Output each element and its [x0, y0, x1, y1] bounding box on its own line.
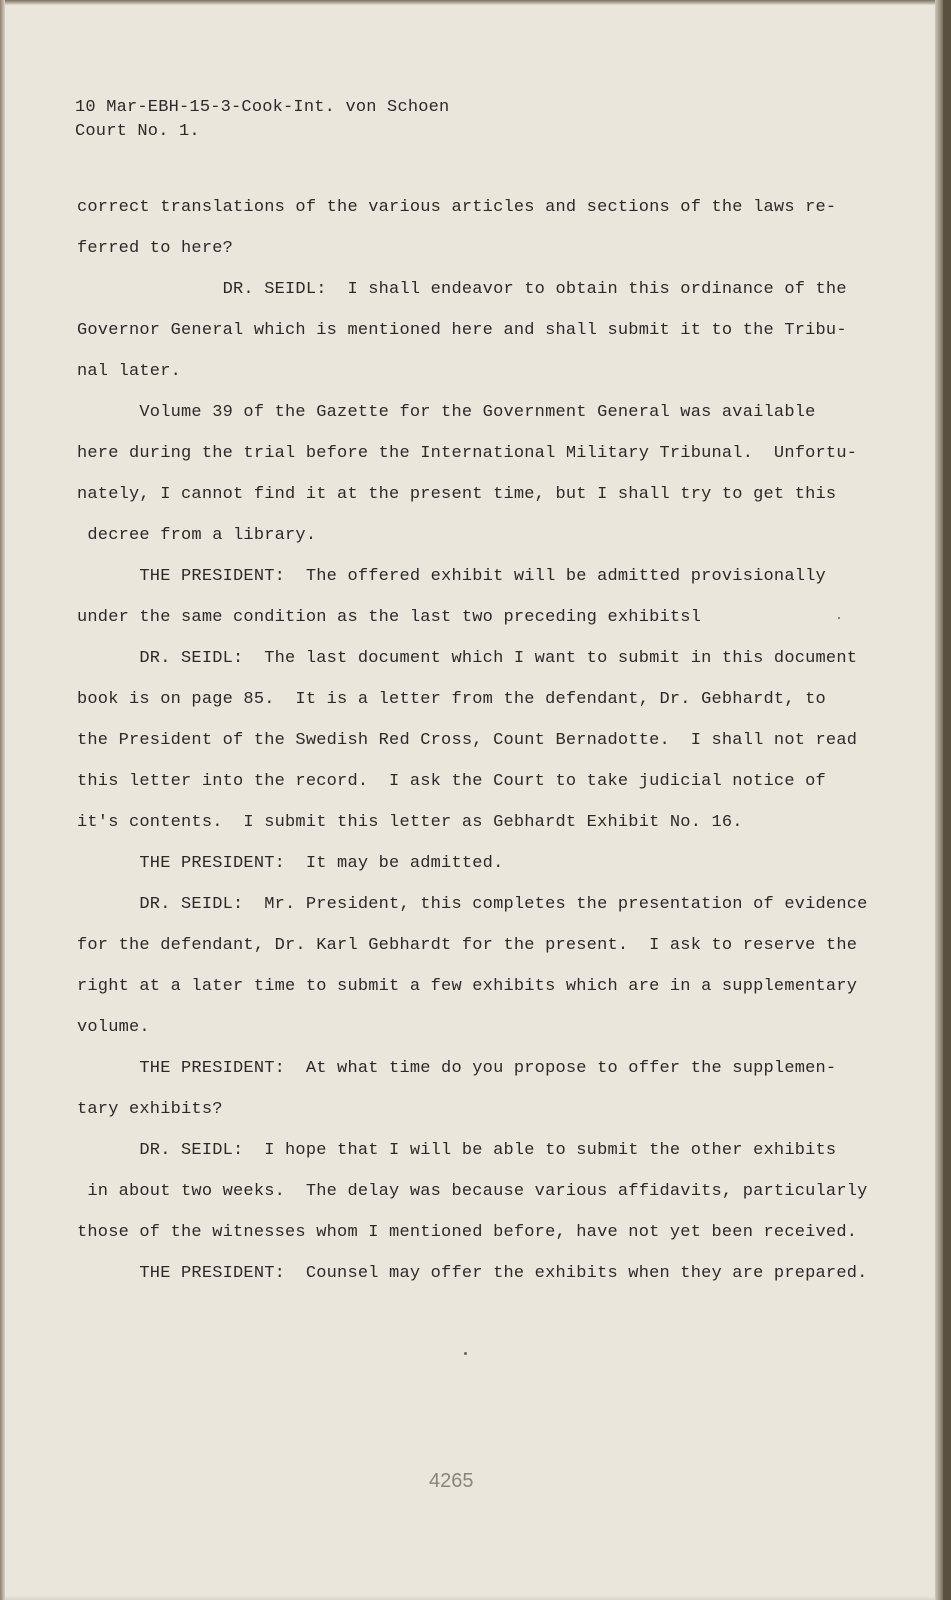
body-line: THE PRESIDENT: The offered exhibit will be admitted provisionally [77, 567, 826, 586]
body-line: tary exhibits? [77, 1100, 223, 1119]
transcript-body [77, 196, 867, 1303]
page-left-edge [0, 0, 5, 1600]
body-line: DR. SEIDL: Mr. President, this completes the presentation of evidence [77, 895, 868, 914]
header-court-line: Court No. 1. [75, 122, 200, 141]
body-line: Governor General which is mentioned here and shall submit it to the Tribu- [77, 321, 847, 340]
transcript-header [75, 96, 449, 144]
body-line: nal later. [77, 362, 182, 381]
body-line: Volume 39 of the Gazette for the Government General was available [77, 403, 816, 422]
body-line: under the same condition as the last two preceding exhibitsl [77, 608, 702, 627]
body-line: in about two weeks. The delay was because various affidavits, particularly [77, 1182, 868, 1201]
body-line: THE PRESIDENT: Counsel may offer the exhibits when they are prepared. [77, 1264, 868, 1283]
page-top-edge [0, 0, 943, 5]
paper-speck [838, 617, 840, 619]
body-line: the President of the Swedish Red Cross, Count Bernadotte. I shall not read [77, 731, 858, 750]
body-line: DR. SEIDL: The last document which I want to submit in this document [77, 649, 858, 668]
body-line: ferred to here? [77, 239, 234, 258]
body-line: those of the witnesses whom I mentioned before, have not yet been received. [77, 1223, 858, 1242]
body-line: DR. SEIDL: I shall endeavor to obtain this ordinance of the [77, 280, 847, 299]
page-number: 4265 [429, 1470, 474, 1492]
body-line: correct translations of the various articles and sections of the laws re- [77, 198, 837, 217]
body-line: nately, I cannot find it at the present time, but I shall try to get this [77, 485, 837, 504]
body-line: right at a later time to submit a few exhibits which are in a supplementary [77, 977, 858, 996]
body-line: decree from a library. [77, 526, 317, 545]
body-line: it's contents. I submit this letter as Gebhardt Exhibit No. 16. [77, 813, 743, 832]
page-right-edge [935, 0, 943, 1600]
body-line: this letter into the record. I ask the Court to take judicial notice of [77, 772, 826, 791]
header-session-line: 10 Mar-EBH-15-3-Cook-Int. von Schoen [75, 98, 450, 117]
body-line: here during the trial before the International Military Tribunal. Unfortu- [77, 444, 858, 463]
body-line: THE PRESIDENT: At what time do you propose to offer the supplemen- [77, 1059, 837, 1078]
paper-speck [464, 1352, 467, 1355]
body-line: book is on page 85. It is a letter from the defendant, Dr. Gebhardt, to [77, 690, 826, 709]
body-line: DR. SEIDL: I hope that I will be able to submit the other exhibits [77, 1141, 837, 1160]
body-line: volume. [77, 1018, 150, 1037]
body-line: for the defendant, Dr. Karl Gebhardt for the present. I ask to reserve the [77, 936, 858, 955]
body-line: THE PRESIDENT: It may be admitted. [77, 854, 504, 873]
